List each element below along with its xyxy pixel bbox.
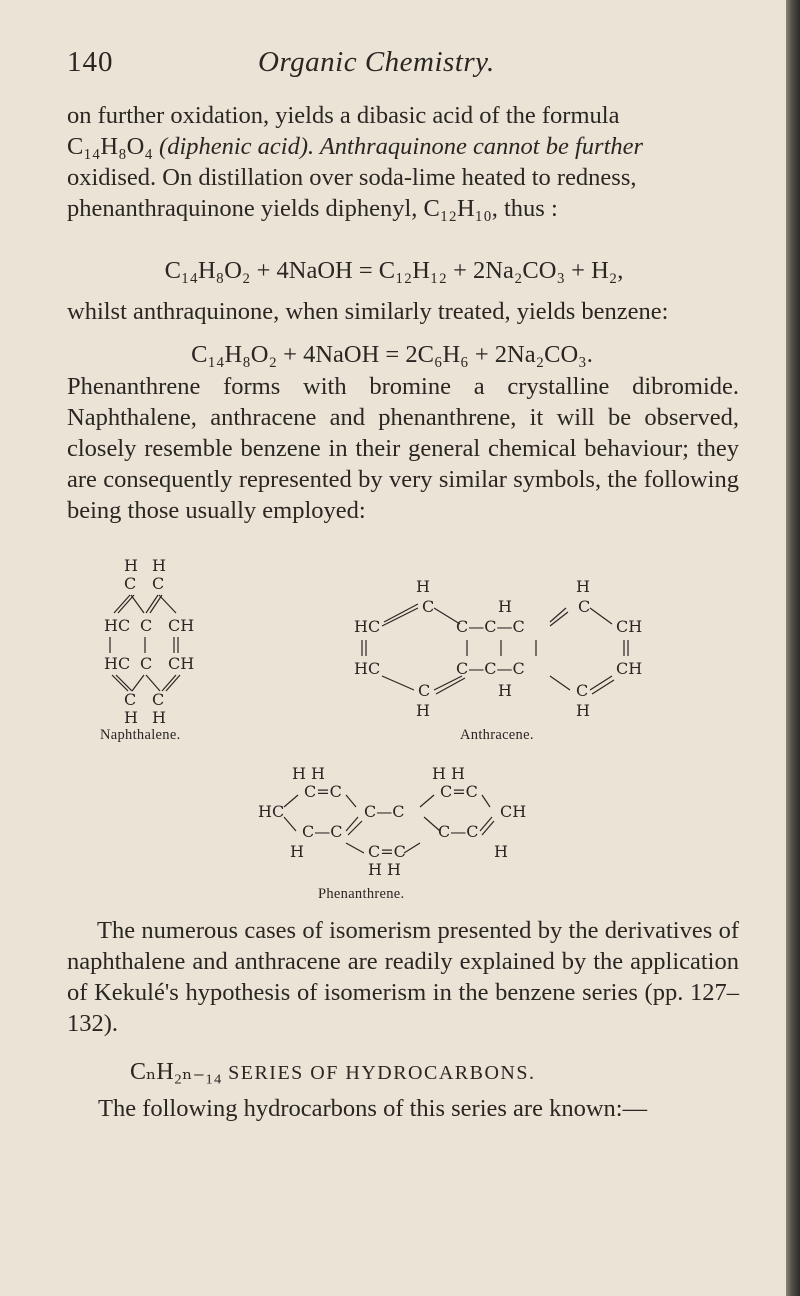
naph-atom-label: C (152, 574, 165, 593)
p1-line-2 (67, 131, 739, 162)
naph-atom-label: C (140, 616, 153, 635)
phen-atom-label: C—C (364, 802, 405, 821)
p1-line-1: on further oxidation, yields a dibasic acid of the formula (67, 102, 620, 129)
equation-anthraquinone: C₁₄H₈O₂ + 4NaOH = 2C₆H₆ + 2Na₂CO₃. (191, 341, 593, 368)
anth-atom-label: C (422, 597, 435, 616)
anth-atom-label: HC (354, 617, 381, 636)
phen-atom-label: C=C (304, 782, 342, 801)
phen-atom-label: C=C (440, 782, 478, 801)
naph-atom-label: C (152, 690, 165, 709)
phen-atom-label: CH (500, 802, 527, 821)
page-number: 140 (67, 46, 114, 78)
known-hydrocarbons-line: The following hydrocarbons of this series are known:— (98, 1095, 648, 1122)
phenanthrene-caption: Phenanthrene. (318, 886, 405, 902)
naph-atom-label: HC (104, 654, 131, 673)
naph-atom-label: C (140, 654, 153, 673)
running-title: Organic Chemistry. (258, 46, 495, 78)
phen-atom-label: HC (258, 802, 285, 821)
p1-line-2-text: (diphenic acid). Anthraquinone cannot be further (159, 133, 644, 160)
anth-atom-label: C (576, 681, 589, 700)
anth-atom-label: H (576, 578, 590, 596)
anth-atom-label: H (576, 701, 590, 720)
diphenyl-formula: C₁₂H₁₀, (423, 195, 498, 222)
anth-atom-label: HC (354, 659, 381, 678)
p1-line-4-text: phenanthraquinone yields diphenyl, (67, 195, 418, 222)
anth-atom-label: CH (616, 617, 643, 636)
equation-phenanthraquinone: C₁₄H₈O₂ + 4NaOH = C₁₂H₁₂ + 2Na₂CO₃ + H₂, (164, 257, 624, 284)
paragraph-oxidation (67, 100, 739, 224)
anth-atom-label: C—C—C (456, 617, 525, 636)
phen-atom-label: H H (292, 765, 325, 783)
naph-atom-label: H (152, 708, 166, 725)
phen-atom-label: C—C (438, 822, 479, 841)
whilst-line: whilst anthraquinone, when similarly treated, yields benzene: (67, 298, 669, 325)
phen-atom-label: H (290, 842, 304, 861)
anth-atom-label: H (416, 578, 430, 596)
naph-bonds-mid (110, 637, 178, 653)
p1-line-4 (67, 193, 739, 224)
naph-atom-label: H (124, 708, 138, 725)
page-header (0, 46, 800, 86)
anth-atom-label: H (498, 681, 512, 700)
phen-atom-label: H H (368, 860, 401, 879)
phen-atom-label: C—C (302, 822, 343, 841)
anth-bonds-mid (362, 640, 628, 656)
naphthalene-structure (100, 555, 300, 725)
paragraph-similar-symbols: Phenanthrene forms with bromine a crystalline dibromide. Naphthalene, anthracene and phenanthrene, it will be observed, closely resemble benzene in their general chemical behaviour; they are consequently represented by very similar symbols, the following being those usually employed: (67, 373, 739, 524)
series-heading (130, 1057, 535, 1086)
phen-atom-label: C=C (368, 842, 406, 861)
page-edge-shadow (786, 0, 800, 1296)
series-formula: CₙH₂ₙ₋₁₄ (130, 1059, 222, 1085)
anth-atom-label: CH (616, 659, 643, 678)
p1-line-4-end: thus : (503, 195, 558, 222)
naph-bonds-bottom (112, 675, 180, 691)
naph-atom-label: C (124, 690, 137, 709)
naph-atom-label: HC (104, 616, 131, 635)
anth-atom-label: C (418, 681, 431, 700)
series-heading-text: SERIES OF HYDROCARBONS. (228, 1062, 536, 1084)
anth-atom-label: H (416, 701, 430, 720)
naph-bonds-top (114, 595, 176, 613)
phen-atom-label: H H (432, 765, 465, 783)
anthracene-structure (350, 578, 680, 728)
naph-atom-label: H (124, 556, 138, 575)
anth-atom-label: C (578, 597, 591, 616)
phenanthrene-structure (228, 765, 568, 885)
p1-line-3: oxidised. On distillation over soda-lime heated to redness, (67, 164, 637, 191)
naph-atom-label: CH (168, 616, 195, 635)
diphenic-acid-formula: C₁₄H₈O₄ (67, 133, 153, 160)
phen-atom-label: H (494, 842, 508, 861)
paragraph-isomerism: The numerous cases of isomerism presented by the derivatives of naphthalene and anthracene are readily explained by the application of Kekulé's hypothesis of isomerism in the benzene series (pp. 127–132). (67, 917, 739, 1037)
naph-atom-label: CH (168, 654, 195, 673)
anth-atom-label: H (498, 597, 512, 616)
naph-atom-label: C (124, 574, 137, 593)
anth-atom-label: C—C—C (456, 659, 525, 678)
naphthalene-caption: Naphthalene. (100, 727, 181, 743)
naph-atom-label: H (152, 556, 166, 575)
anthracene-caption: Anthracene. (460, 727, 534, 743)
